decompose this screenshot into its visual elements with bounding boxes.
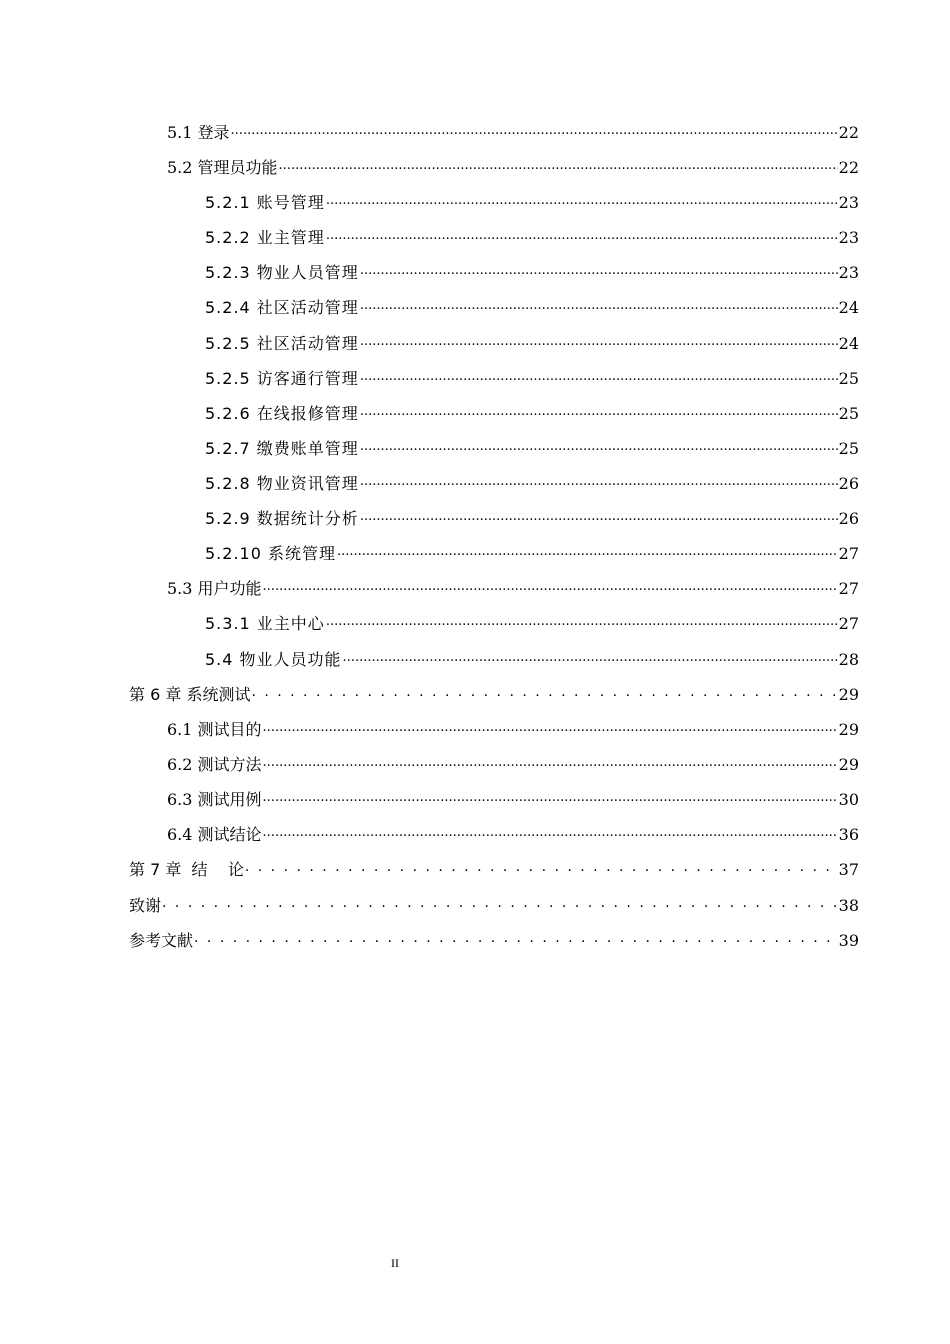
toc-entry[interactable] bbox=[167, 120, 859, 146]
toc-entry-label: 5.2.1 账号管理 bbox=[205, 193, 325, 212]
toc-entry-page: 22 bbox=[838, 158, 859, 177]
toc-entry-page: 28 bbox=[838, 650, 859, 669]
toc-entry-label: 5.2.4 社区活动管理 bbox=[205, 298, 359, 317]
toc-dot-leader bbox=[194, 928, 838, 951]
toc-entry-page: 27 bbox=[838, 614, 859, 633]
toc-dot-leader bbox=[326, 190, 838, 214]
toc-entry-label: 5.2.5 访客通行管理 bbox=[205, 369, 359, 388]
toc-dot-leader bbox=[360, 260, 838, 284]
toc-entry[interactable] bbox=[167, 752, 859, 778]
toc-entry-page: 26 bbox=[838, 509, 859, 528]
toc-dot-leader bbox=[263, 752, 838, 776]
toc-entry-page: 29 bbox=[838, 720, 859, 739]
toc-entry[interactable] bbox=[205, 190, 859, 216]
toc-entry-page: 26 bbox=[838, 474, 859, 493]
toc-entry-page: 36 bbox=[838, 825, 859, 844]
toc-entry-page: 24 bbox=[838, 334, 859, 353]
toc-entry[interactable] bbox=[205, 611, 859, 637]
toc-dot-leader bbox=[360, 331, 838, 355]
toc-entry-label: 6.2 测试方法 bbox=[167, 755, 262, 774]
toc-dot-leader bbox=[360, 471, 838, 495]
toc-dot-leader bbox=[326, 225, 838, 249]
toc-dot-leader bbox=[343, 647, 838, 671]
toc-dot-leader bbox=[263, 787, 838, 811]
toc-entry-label: 5.2.10 系统管理 bbox=[205, 544, 336, 563]
toc-dot-leader bbox=[245, 857, 838, 880]
toc-entry[interactable] bbox=[205, 541, 859, 567]
toc-dot-leader bbox=[263, 822, 838, 846]
toc-entry-label: 5.2.5 社区活动管理 bbox=[205, 334, 359, 353]
toc-entry-label: 致谢 bbox=[129, 896, 162, 915]
toc-dot-leader bbox=[263, 717, 838, 741]
toc-entry-label: 5.2.3 物业人员管理 bbox=[205, 263, 359, 282]
toc-entry-page: 29 bbox=[838, 755, 859, 774]
toc-dot-leader bbox=[360, 506, 838, 530]
toc-entry-label: 5.3.1 业主中心 bbox=[205, 614, 325, 633]
page-number-footer: II bbox=[391, 1256, 399, 1270]
toc-entry-page: 39 bbox=[838, 931, 859, 950]
toc-dot-leader bbox=[326, 611, 838, 635]
toc-entry-label: 5.4 物业人员功能 bbox=[205, 650, 342, 669]
toc-entry-label: 5.2.9 数据统计分析 bbox=[205, 509, 359, 528]
toc-dot-leader bbox=[162, 893, 838, 916]
toc-dot-leader bbox=[337, 541, 838, 565]
toc-entry-page: 27 bbox=[838, 579, 859, 598]
toc-entry[interactable] bbox=[205, 436, 859, 462]
toc-entry-page: 24 bbox=[838, 298, 859, 317]
toc-entry[interactable] bbox=[205, 401, 859, 427]
toc-entry[interactable] bbox=[205, 366, 859, 392]
toc-entry-label: 参考文献 bbox=[129, 931, 194, 950]
toc-entry-page: 29 bbox=[838, 685, 859, 704]
toc-entry-page: 23 bbox=[838, 228, 859, 247]
toc-entry-page: 37 bbox=[838, 860, 859, 879]
toc-entry-page: 25 bbox=[838, 404, 859, 423]
toc-entry[interactable] bbox=[205, 647, 859, 673]
toc-entry[interactable] bbox=[205, 225, 859, 251]
toc-entry-page: 27 bbox=[838, 544, 859, 563]
toc-entry-label: 第 7 章 结 论 bbox=[129, 860, 244, 879]
toc-dot-leader bbox=[360, 295, 838, 319]
toc-entry-page: 23 bbox=[838, 193, 859, 212]
toc-entry-label: 5.1 登录 bbox=[167, 123, 230, 142]
toc-entry-page: 22 bbox=[838, 123, 859, 142]
toc-entry-page: 38 bbox=[838, 896, 859, 915]
toc-entry-label: 5.2.2 业主管理 bbox=[205, 228, 325, 247]
toc-entry[interactable] bbox=[205, 331, 859, 357]
toc-dot-leader bbox=[360, 401, 838, 425]
toc-entry[interactable] bbox=[205, 295, 859, 321]
toc-dot-leader bbox=[279, 155, 838, 179]
toc-entry[interactable] bbox=[205, 471, 859, 497]
toc-entry-label: 5.2.8 物业资讯管理 bbox=[205, 474, 359, 493]
toc-entry[interactable] bbox=[205, 506, 859, 532]
toc-entry[interactable] bbox=[167, 155, 859, 181]
toc-chapter-entry[interactable] bbox=[129, 857, 859, 883]
toc-entry-page: 25 bbox=[838, 439, 859, 458]
toc-dot-leader bbox=[263, 576, 838, 600]
toc-entry-label: 6.4 测试结论 bbox=[167, 825, 262, 844]
toc-dot-leader bbox=[231, 120, 838, 144]
toc-entry[interactable] bbox=[205, 260, 859, 286]
toc-entry-page: 25 bbox=[838, 369, 859, 388]
toc-entry[interactable] bbox=[167, 787, 859, 813]
toc-dot-leader bbox=[251, 682, 837, 705]
toc-entry-label: 5.3 用户功能 bbox=[167, 579, 262, 598]
toc-entry[interactable] bbox=[167, 576, 859, 602]
toc-entry-label: 第 6 章 系统测试 bbox=[129, 685, 251, 704]
toc-entry-label: 5.2.7 缴费账单管理 bbox=[205, 439, 359, 458]
toc-entry-label: 6.1 测试目的 bbox=[167, 720, 262, 739]
toc-entry-page: 30 bbox=[838, 790, 859, 809]
toc-entry[interactable] bbox=[167, 822, 859, 848]
toc-chapter-entry[interactable] bbox=[129, 893, 859, 919]
toc-entry-page: 23 bbox=[838, 263, 859, 282]
toc-dot-leader bbox=[360, 366, 838, 390]
toc-chapter-entry[interactable] bbox=[129, 928, 859, 954]
toc-entry[interactable] bbox=[167, 717, 859, 743]
toc-chapter-entry[interactable] bbox=[129, 682, 859, 708]
toc-entry-label: 6.3 测试用例 bbox=[167, 790, 262, 809]
toc-entry-label: 5.2.6 在线报修管理 bbox=[205, 404, 359, 423]
toc-dot-leader bbox=[360, 436, 838, 460]
toc-entry-label: 5.2 管理员功能 bbox=[167, 158, 278, 177]
